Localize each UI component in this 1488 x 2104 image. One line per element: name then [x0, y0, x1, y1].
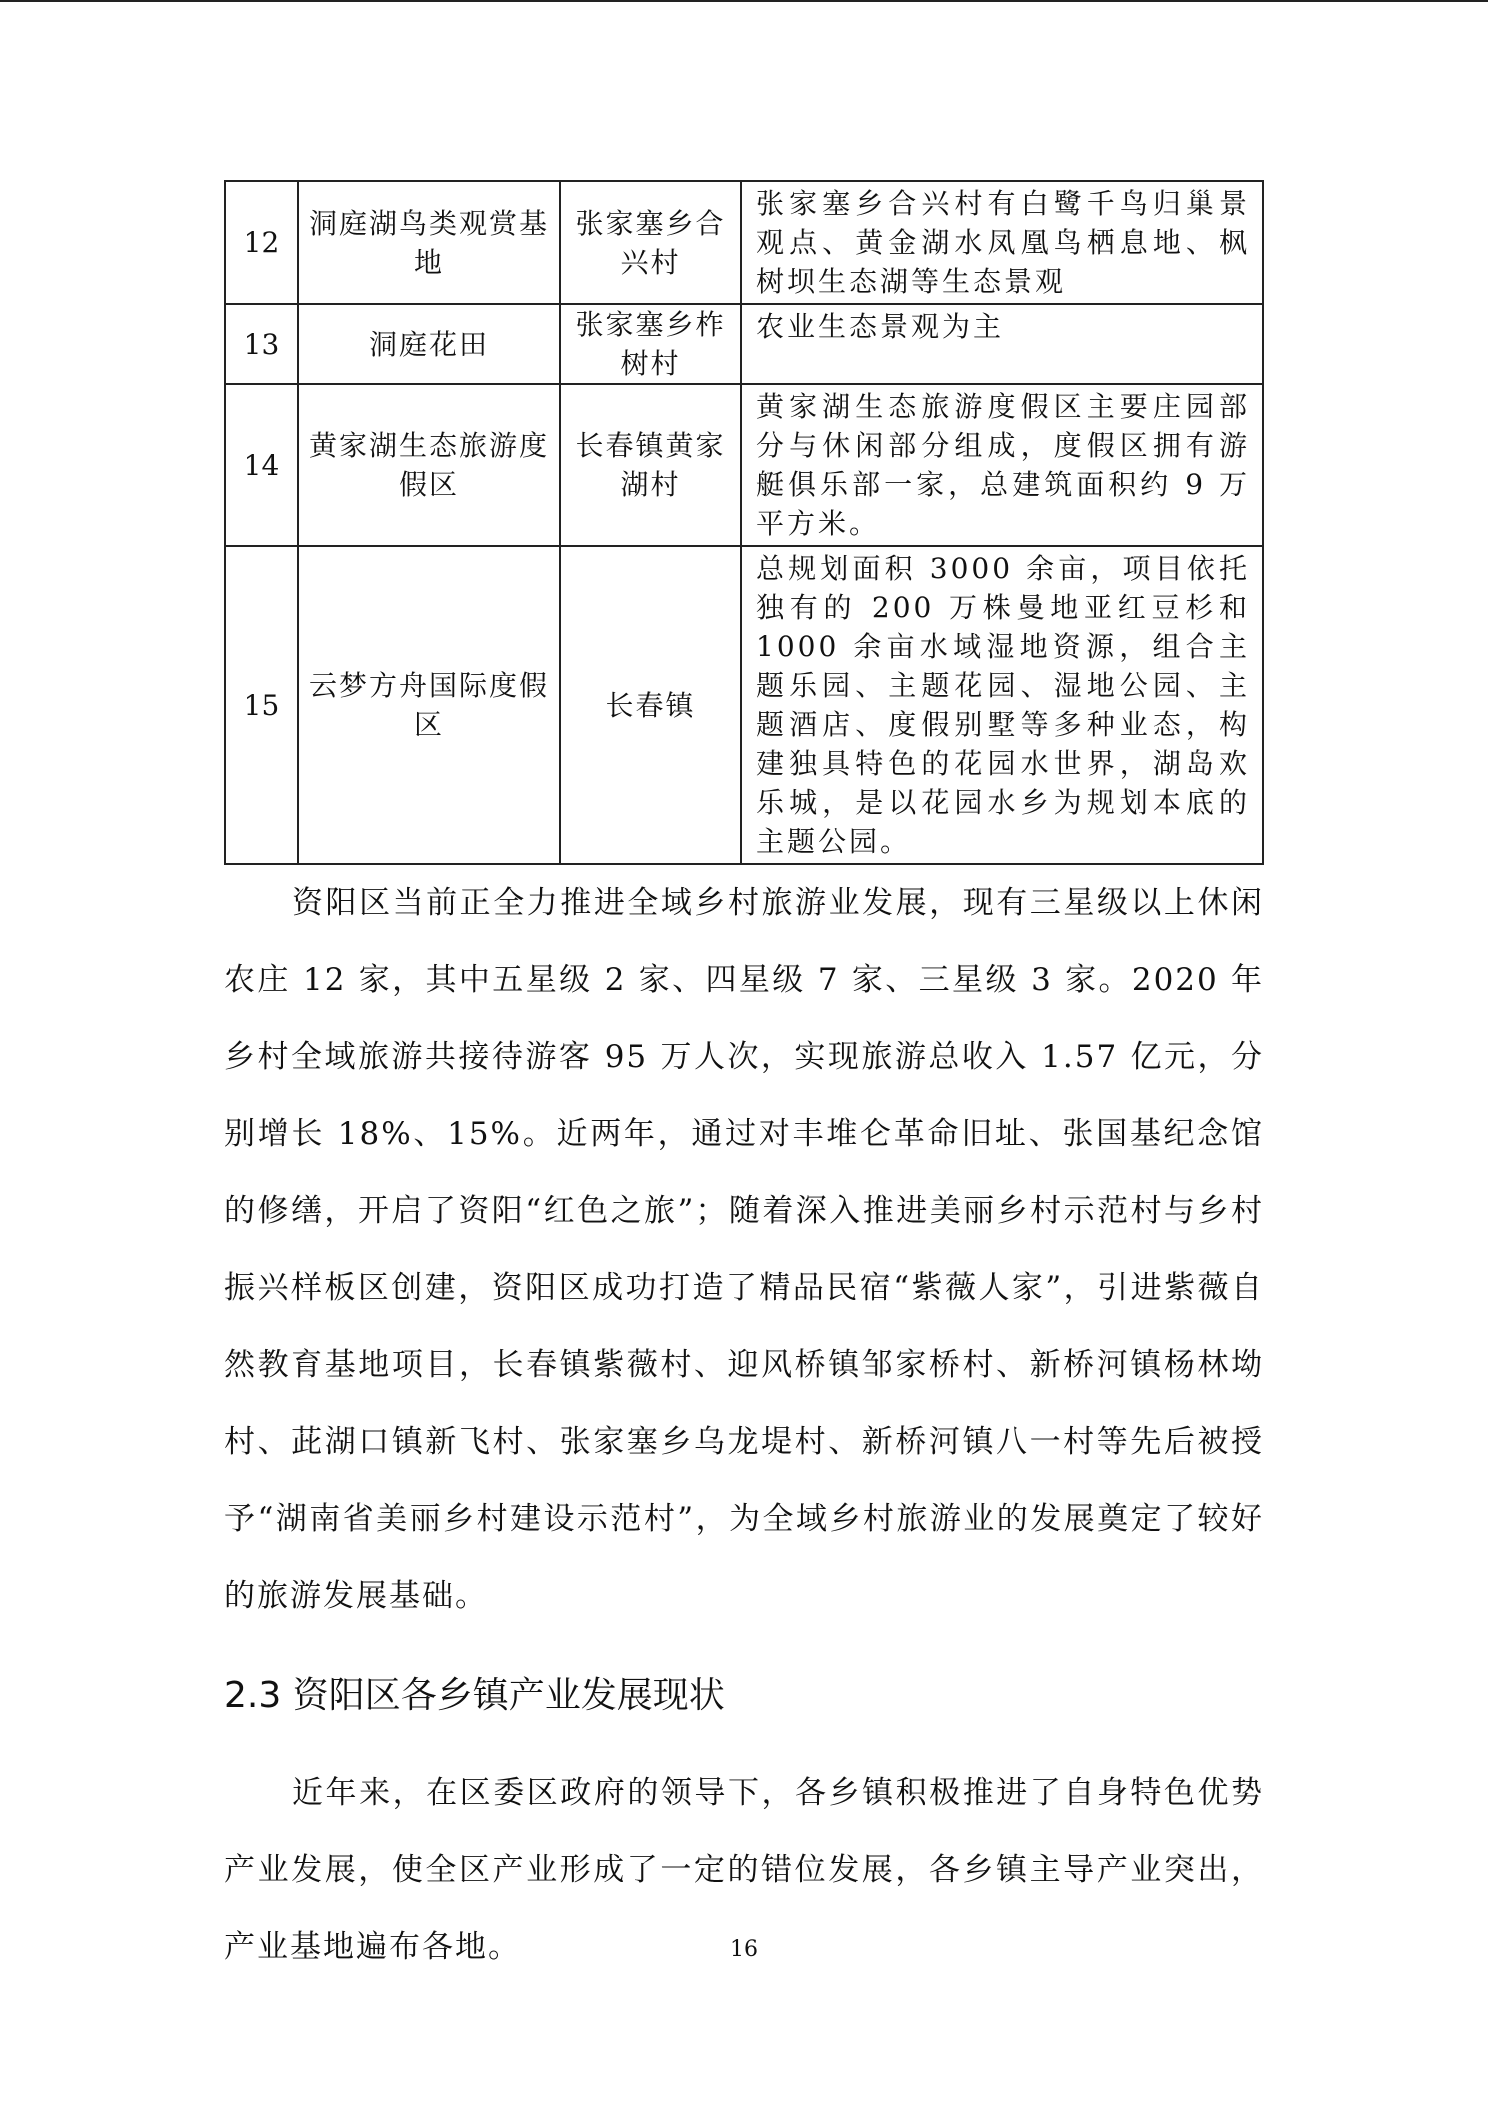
- site-location: 长春镇: [560, 546, 741, 864]
- site-location: 张家塞乡柞树村: [560, 304, 741, 384]
- site-description: 总规划面积 3000 余亩，项目依托独有的 200 万株曼地亚红豆杉和 1000 余亩水域湿地资源，组合主题乐园、主题花园、湿地公园、主题酒店、度假别墅等多种业态，构建独具特色的花园水世界，湖岛欢乐城，是以花园水乡为规划本底的主题公园。: [741, 546, 1263, 864]
- site-location: 长春镇黄家湖村: [560, 384, 741, 546]
- site-location: 张家塞乡合兴村: [560, 181, 741, 304]
- row-number: 15: [225, 546, 298, 864]
- site-description: 黄家湖生态旅游度假区主要庄园部分与休闲部分组成，度假区拥有游艇俱乐部一家，总建筑面积约 9 万平方米。: [741, 384, 1263, 546]
- site-description: 农业生态景观为主: [741, 304, 1263, 384]
- table-row: [225, 546, 1263, 864]
- table-row: [225, 384, 1263, 546]
- site-name: 洞庭湖鸟类观赏基地: [298, 181, 560, 304]
- site-name: 云梦方舟国际度假区: [298, 546, 560, 864]
- site-description: 张家塞乡合兴村有白鹭千鸟归巢景观点、黄金湖水凤凰鸟栖息地、枫树坝生态湖等生态景观: [741, 181, 1263, 304]
- page-number: 16: [730, 1937, 758, 1962]
- row-number: 13: [225, 304, 298, 384]
- table-row: [225, 304, 1263, 384]
- row-number: 12: [225, 181, 298, 304]
- row-number: 14: [225, 384, 298, 546]
- site-name: 黄家湖生态旅游度假区: [298, 384, 560, 546]
- site-name: 洞庭花田: [298, 304, 560, 384]
- page-top-border: [0, 0, 1488, 2]
- body-paragraph: 资阳区当前正全力推进全域乡村旅游业发展，现有三星级以上休闲农庄 12 家，其中五星级 2 家、四星级 7 家、三星级 3 家。2020 年乡村全域旅游共接待游客 95 万人次，实现旅游总收入 1.57 亿元，分别增长 18%、15%。近两年，通过对丰堆仑革命旧址、张国基纪念馆的修缮，开启了资阳“红色之旅”；随着深入推进美丽乡村示范村与乡村振兴样板区创建，资阳区成功打造了精品民宿“紫薇人家”，引进紫薇自然教育基地项目，长春镇紫薇村、迎风桥镇邹家桥村、新桥河镇杨林坳村、茈湖口镇新飞村、张家塞乡乌龙堤村、新桥河镇八一村等先后被授予“湖南省美丽乡村建设示范村”，为全域乡村旅游业的发展奠定了较好的旅游发展基础。: [224, 885, 1264, 1614]
- table-row: [225, 181, 1263, 304]
- section-heading: 2.3 资阳区各乡镇产业发展现状: [224, 1675, 725, 1716]
- tourism-sites-table: [224, 180, 1264, 865]
- document-page: [224, 180, 1264, 1986]
- body-paragraph: 近年来，在区委区政府的领导下，各乡镇积极推进了自身特色优势产业发展，使全区产业形成了一定的错位发展，各乡镇主导产业突出，产业基地遍布各地。: [224, 1775, 1264, 1965]
